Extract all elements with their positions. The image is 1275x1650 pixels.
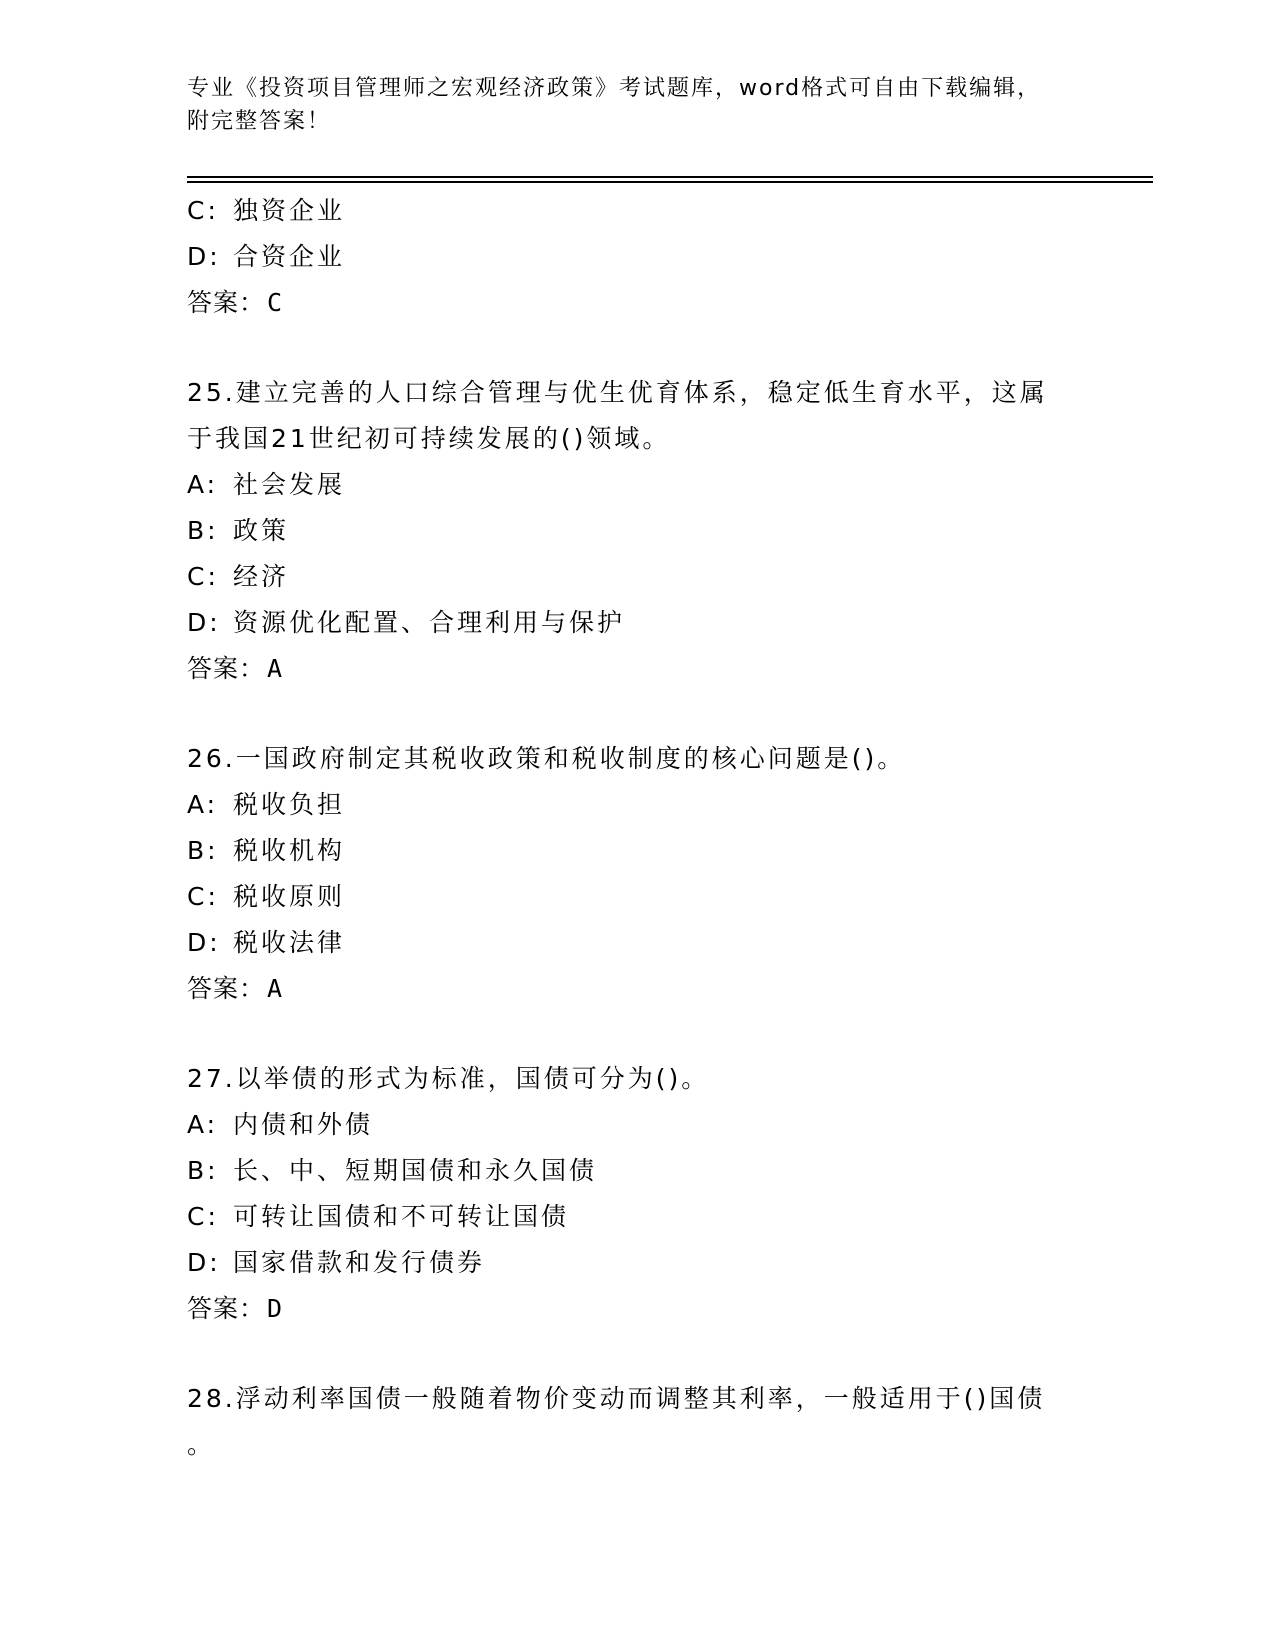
- header-divider-bottom: [187, 181, 1153, 183]
- answer-value: A: [267, 654, 284, 683]
- option-text: 独资企业: [233, 196, 346, 225]
- document-header: [187, 72, 1087, 138]
- question-stem-line: 26.一国政府制定其税收政策和税收制度的核心问题是()。: [187, 744, 906, 773]
- answer-value: A: [267, 974, 284, 1003]
- option-letter: A:: [187, 470, 219, 499]
- option-text: 税收原则: [233, 882, 346, 911]
- option-letter: D:: [187, 1248, 221, 1277]
- question-stem-line: 27.以举债的形式为标准，国债可分为()。: [187, 1064, 710, 1093]
- question-25: [187, 370, 1087, 692]
- option-letter: B:: [187, 836, 219, 865]
- question-list: [187, 188, 1087, 1468]
- question-stem-line: 25.建立完善的人口综合管理与优生优育体系，稳定低生育水平，这属: [187, 378, 1048, 407]
- answer-label: 答案：: [187, 1294, 266, 1323]
- answer-label: 答案：: [187, 288, 266, 317]
- question-27: [187, 1056, 1087, 1332]
- option-text: 可转让国债和不可转让国债: [233, 1202, 570, 1231]
- option-d: [187, 920, 1087, 966]
- answer-value: C: [267, 288, 284, 317]
- option-letter: C:: [187, 1202, 219, 1231]
- option-letter: C:: [187, 882, 219, 911]
- question-stem-line: 28.浮动利率国债一般随着物价变动而调整其利率，一般适用于()国债: [187, 1384, 1046, 1413]
- header-line-1: 专业《投资项目管理师之宏观经济政策》考试题库，word格式可自由下载编辑，: [187, 76, 1042, 101]
- answer-label: 答案：: [187, 974, 266, 1003]
- answer-line: [187, 646, 1087, 692]
- option-text: 税收负担: [233, 790, 346, 819]
- question-stem: [187, 1056, 1067, 1102]
- option-text: 经济: [233, 562, 290, 591]
- option-text: 内债和外债: [233, 1110, 374, 1139]
- question-stem: [187, 736, 1067, 782]
- question-28: [187, 1376, 1087, 1468]
- option-d: [187, 600, 1087, 646]
- option-text: 税收机构: [233, 836, 346, 865]
- header-divider-top: [187, 176, 1153, 178]
- question-stem: [187, 370, 1067, 462]
- question-stem: [187, 1376, 1067, 1468]
- option-text: 政策: [233, 516, 290, 545]
- option-letter: C:: [187, 196, 219, 225]
- option-c: [187, 1194, 1087, 1240]
- option-text: 长、中、短期国债和永久国债: [233, 1156, 598, 1185]
- answer-value: D: [267, 1294, 284, 1323]
- question-stem-line: 于我国21世纪初可持续发展的()领域。: [187, 424, 671, 453]
- option-d: [187, 234, 1087, 280]
- option-letter: D:: [187, 928, 221, 957]
- option-text: 国家借款和发行债券: [233, 1248, 486, 1277]
- answer-line: [187, 280, 1087, 326]
- answer-line: [187, 1286, 1087, 1332]
- option-a: [187, 782, 1087, 828]
- option-letter: D:: [187, 242, 221, 271]
- option-letter: D:: [187, 608, 221, 637]
- option-a: [187, 1102, 1087, 1148]
- option-letter: B:: [187, 1156, 219, 1185]
- option-letter: A:: [187, 790, 219, 819]
- answer-line: [187, 966, 1087, 1012]
- option-letter: C:: [187, 562, 219, 591]
- option-text: 税收法律: [233, 928, 346, 957]
- option-c: [187, 874, 1087, 920]
- option-c: [187, 188, 1087, 234]
- answer-label: 答案：: [187, 654, 266, 683]
- option-a: [187, 462, 1087, 508]
- option-text: 社会发展: [233, 470, 346, 499]
- option-d: [187, 1240, 1087, 1286]
- option-letter: B:: [187, 516, 219, 545]
- option-text: 合资企业: [233, 242, 346, 271]
- option-text: 资源优化配置、合理利用与保护: [233, 608, 626, 637]
- option-b: [187, 508, 1087, 554]
- header-line-2: 附完整答案！: [187, 109, 332, 134]
- option-b: [187, 1148, 1087, 1194]
- option-b: [187, 828, 1087, 874]
- question-stem-line: 。: [187, 1430, 216, 1459]
- question-24-continuation: [187, 188, 1087, 326]
- option-letter: A:: [187, 1110, 219, 1139]
- option-c: [187, 554, 1087, 600]
- question-26: [187, 736, 1087, 1012]
